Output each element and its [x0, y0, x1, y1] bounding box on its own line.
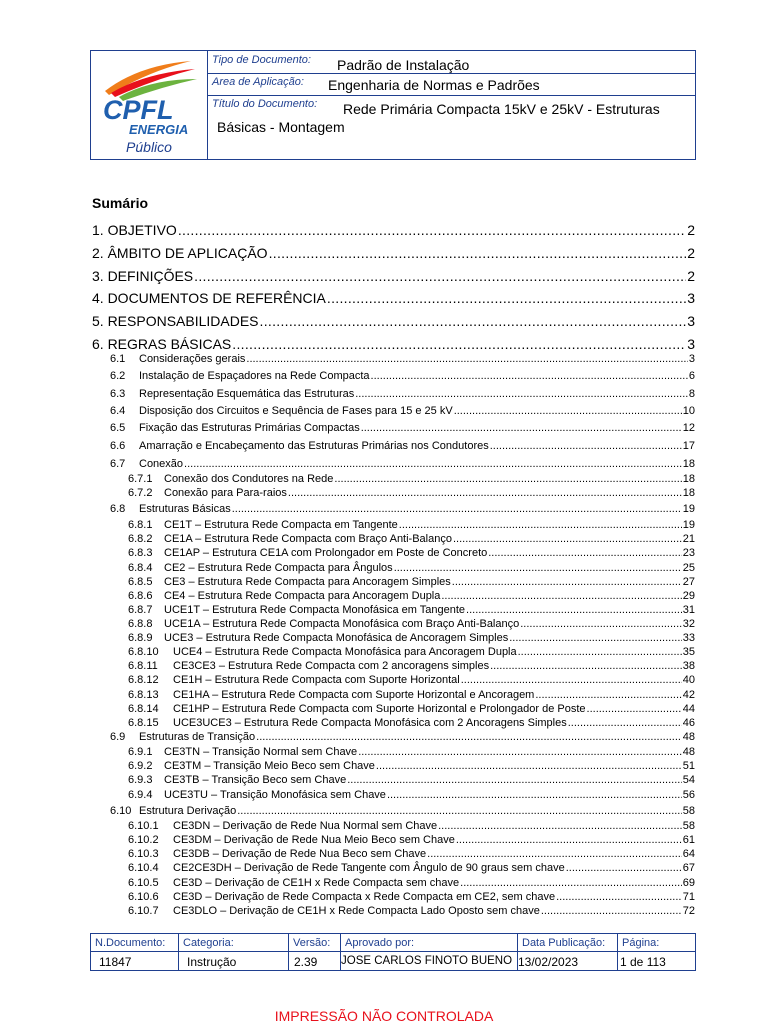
toc-subentry-number: 6.10.1: [128, 820, 159, 832]
toc-subentry-title: CE3DB – Derivação de Rede Nua Beco sem Chave: [173, 848, 427, 860]
toc-leader-dots: [454, 405, 682, 417]
toc-entry-title: 5. RESPONSABILIDADES: [92, 313, 259, 329]
toc-subentry-title: UCE3UCE3 – Estrutura Rede Compacta Monofásica com 2 Ancoragens Simples: [173, 717, 567, 729]
toc-subentry-title: CE3CE3 – Estrutura Rede Compacta com 2 ancoragens simples: [173, 660, 490, 672]
toc-subentry[interactable]: [128, 632, 695, 644]
toc-subentry-number: 6.10.7: [128, 905, 159, 917]
toc-subentry[interactable]: [128, 487, 695, 499]
pub-date-value: 13/02/2023: [518, 955, 579, 969]
toc-subentry-title: Conexão para Para-raios: [164, 487, 287, 499]
doc-type-row: [207, 51, 695, 74]
toc-subentry[interactable]: [128, 789, 695, 801]
toc-subentry-number: 6.8.3: [128, 547, 153, 559]
toc-leader-dots: [371, 370, 688, 382]
toc-subentry-page: 72: [682, 905, 695, 917]
doc-type-value: Padrão de Instalação: [337, 57, 470, 73]
toc-subentry[interactable]: [128, 562, 695, 574]
toc-subentry[interactable]: [128, 547, 695, 559]
toc-entry-title: 4. DOCUMENTOS DE REFERÊNCIA: [92, 290, 326, 306]
toc-subentry-number: 6.4: [110, 405, 126, 417]
toc-leader-dots: [587, 703, 682, 715]
toc-subentry[interactable]: [110, 405, 695, 417]
toc-subentry[interactable]: [128, 576, 695, 588]
toc-leader-dots: [246, 353, 687, 365]
toc-subentry-title: UCE4 – Estrutura Rede Compacta Monofásica para Ancoragem Dupla: [173, 646, 517, 658]
toc-title: Sumário: [92, 195, 149, 211]
toc-subentry-page: 48: [682, 731, 695, 743]
toc-subentry-number: 6.8.1: [128, 519, 153, 531]
toc-subentry-title: CE1A – Estrutura Rede Compacta com Braço Anti-Balanço: [164, 533, 452, 545]
title-value-line1: Rede Primária Compacta 15kV e 25kV - Estruturas: [343, 101, 660, 117]
toc-subentry[interactable]: [128, 746, 695, 758]
toc-entry-title: 6. REGRAS BÁSICAS: [92, 336, 232, 352]
pub-date-label: Data Publicação:: [522, 937, 606, 949]
toc-subentry[interactable]: [128, 820, 695, 832]
footer-approved: [341, 934, 518, 970]
toc-leader-dots: [520, 618, 682, 630]
toc-subentry[interactable]: [128, 774, 695, 786]
toc-subentry-number: 6.8.12: [128, 674, 159, 686]
cpfl-logo: [99, 57, 199, 137]
footer-doc-number: [91, 934, 179, 970]
toc-subentry-page: 61: [682, 834, 695, 846]
toc-leader-dots: [488, 547, 682, 559]
toc-subentry-title: CE2CE3DH – Derivação de Rede Tangente com Ângulo de 90 graus sem chave: [173, 862, 565, 874]
toc-leader-dots: [334, 473, 681, 485]
svg-text:ENERGIA: ENERGIA: [129, 122, 189, 137]
toc-entry[interactable]: [92, 268, 695, 284]
toc-leader-dots: [269, 245, 687, 261]
toc-leader-dots: [232, 503, 682, 515]
toc-subentry-number: 6.9: [110, 731, 126, 743]
toc-subentry-number: 6.7.2: [128, 487, 153, 499]
toc-subentry[interactable]: [128, 905, 695, 917]
toc-subentry-number: 6.8.8: [128, 618, 153, 630]
toc-subentry-title: Considerações gerais: [139, 353, 246, 365]
toc-leader-dots: [453, 533, 682, 545]
toc-leader-dots: [541, 905, 682, 917]
toc-leader-dots: [461, 674, 682, 686]
toc-subentry-page: 29: [682, 590, 695, 602]
toc-leader-dots: [327, 290, 686, 306]
toc-subentry[interactable]: [128, 834, 695, 846]
toc-subentry[interactable]: [128, 703, 695, 715]
toc-subentry-number: 6.8.10: [128, 646, 159, 658]
toc-subentry-page: 71: [682, 891, 695, 903]
toc-subentry-title: CE1AP – Estrutura CE1A com Prolongador em Poste de Concreto: [164, 547, 488, 559]
toc-leader-dots: [355, 388, 688, 400]
doc-number-label: N.Documento:: [95, 937, 166, 949]
toc-subentry[interactable]: [128, 660, 695, 672]
toc-subentry-title: CE3DM – Derivação de Rede Nua Meio Beco sem Chave: [173, 834, 455, 846]
toc-subentry-number: 6.8.9: [128, 632, 153, 644]
toc-leader-dots: [361, 422, 682, 434]
toc-subentry-number: 6.8.5: [128, 576, 153, 588]
toc-leader-dots: [556, 891, 682, 903]
toc-subentry-number: 6.8.14: [128, 703, 159, 715]
toc-subentry-page: 38: [682, 660, 695, 672]
toc-subentry[interactable]: [110, 503, 695, 515]
footer-category: [179, 934, 289, 970]
toc-subentry-title: Conexão dos Condutores na Rede: [164, 473, 334, 485]
toc-subentry-title: CE3DN – Derivação de Rede Nua Normal sem Chave: [173, 820, 438, 832]
toc-subentry-page: 17: [682, 440, 695, 452]
title-row: [207, 95, 695, 159]
footer-version: [289, 934, 341, 970]
toc-leader-dots: [347, 774, 682, 786]
toc-subentry[interactable]: [110, 805, 695, 817]
toc-subentry-title: UCE1A – Estrutura Rede Compacta Monofásica com Braço Anti-Balanço: [164, 618, 520, 630]
toc-entry[interactable]: [92, 313, 695, 329]
toc-subentry-title: CE1HA – Estrutura Rede Compacta com Suporte Horizontal e Ancoragem: [173, 689, 535, 701]
toc-subentry-title: Amarração e Encabeçamento das Estruturas Primárias nos Condutores: [139, 440, 489, 452]
toc-subentry-page: 69: [682, 877, 695, 889]
toc-subentry-page: 21: [682, 533, 695, 545]
toc-subentry-number: 6.8.4: [128, 562, 153, 574]
toc-subentry[interactable]: [128, 604, 695, 616]
toc-subentry[interactable]: [128, 848, 695, 860]
toc-subentry-title: CE3DLO – Derivação de CE1H x Rede Compacta Lado Oposto sem chave: [173, 905, 540, 917]
toc-subentry-title: UCE3 – Estrutura Rede Compacta Monofásica de Ancoragem Simples: [164, 632, 509, 644]
toc-subentry-page: 42: [682, 689, 695, 701]
toc-subentry[interactable]: [128, 590, 695, 602]
toc-subentry[interactable]: [110, 353, 695, 365]
toc-subentry-page: 33: [682, 632, 695, 644]
toc-subentry[interactable]: [110, 422, 695, 434]
approved-label: Aprovado por:: [345, 937, 415, 949]
toc-subentry-number: 6.10.4: [128, 862, 159, 874]
toc-leader-dots: [237, 805, 682, 817]
toc-subentry-page: 32: [682, 618, 695, 630]
toc-leader-dots: [260, 313, 687, 329]
toc-leader-dots: [568, 717, 682, 729]
toc-subentry-number: 6.5: [110, 422, 126, 434]
toc-entry-page: 3: [687, 290, 695, 306]
toc-subentry-number: 6.10.6: [128, 891, 159, 903]
toc-subentry-page: 58: [682, 805, 695, 817]
toc-subentry-number: 6.8.2: [128, 533, 153, 545]
version-label: Versão:: [293, 937, 331, 949]
title-value-line2: Básicas - Montagem: [217, 119, 345, 135]
svg-text:CPFL: CPFL: [103, 95, 174, 125]
toc-subentry-number: 6.9.1: [128, 746, 153, 758]
toc-subentry[interactable]: [128, 891, 695, 903]
toc-leader-dots: [184, 458, 682, 470]
toc-entry-page: 2: [687, 268, 695, 284]
toc-subentry-title: Representação Esquemática das Estruturas: [139, 388, 355, 400]
toc-subentry-title: CE1T – Estrutura Rede Compacta em Tangente: [164, 519, 398, 531]
toc-entry-page: 2: [687, 245, 695, 261]
toc-subentry[interactable]: [128, 862, 695, 874]
doc-type-label: Tipo de Documento:: [212, 54, 311, 66]
toc-subentry[interactable]: [128, 519, 695, 531]
toc-subentry-title: Estruturas de Transição: [139, 731, 256, 743]
toc-subentry-page: 10: [682, 405, 695, 417]
toc-entry-title: 3. DEFINIÇÕES: [92, 268, 194, 284]
category-value: Instrução: [187, 955, 237, 969]
toc-subentry[interactable]: [128, 689, 695, 701]
toc-subentry[interactable]: [110, 388, 695, 400]
toc-subentry-title: CE3TB – Transição Beco sem Chave: [164, 774, 347, 786]
toc-entry[interactable]: [92, 222, 695, 238]
toc-subentry-page: 23: [682, 547, 695, 559]
footer-pub-date: [518, 934, 618, 970]
toc-leader-dots: [256, 731, 682, 743]
version-value: 2.39: [294, 955, 318, 969]
toc-subentry-number: 6.9.3: [128, 774, 153, 786]
toc-subentry[interactable]: [110, 731, 695, 743]
logo-cell: [91, 51, 208, 159]
toc-subentry-page: 64: [682, 848, 695, 860]
toc-leader-dots: [490, 660, 682, 672]
toc-subentry-title: Conexão: [139, 458, 184, 470]
toc-subentry-title: Instalação de Espaçadores na Rede Compacta: [139, 370, 370, 382]
uncontrolled-print-notice: IMPRESSÃO NÃO CONTROLADA: [274, 1008, 494, 1024]
toc-subentry-number: 6.8.7: [128, 604, 153, 616]
toc-subentry[interactable]: [128, 760, 695, 772]
toc-leader-dots: [394, 562, 682, 574]
toc-subentry-page: 67: [682, 862, 695, 874]
toc-entry[interactable]: [92, 290, 695, 306]
toc-subentry-title: CE2 – Estrutura Rede Compacta para Ângulos: [164, 562, 393, 574]
toc-leader-dots: [490, 440, 682, 452]
toc-leader-dots: [232, 336, 686, 352]
toc-leader-dots: [460, 877, 682, 889]
toc-leader-dots: [194, 268, 686, 284]
toc-leader-dots: [452, 576, 682, 588]
toc-subentry-number: 6.10.2: [128, 834, 159, 846]
toc-subentry-title: Disposição dos Circuitos e Sequência de Fases para 15 e 25 kV: [139, 405, 453, 417]
toc-subentry-number: 6.10: [110, 805, 132, 817]
toc-leader-dots: [566, 862, 682, 874]
toc-subentry-title: CE3D – Derivação de Rede Compacta x Rede Compacta em CE2, sem chave: [173, 891, 556, 903]
approved-value: JOSE CARLOS FINOTO BUENO: [341, 955, 513, 967]
toc-subentry-page: 18: [682, 458, 695, 470]
toc-entry[interactable]: [92, 336, 695, 352]
toc-leader-dots: [509, 632, 682, 644]
toc-subentry-page: 6: [688, 370, 695, 382]
toc-subentry-title: CE3 – Estrutura Rede Compacta para Ancoragem Simples: [164, 576, 451, 588]
toc-subentry-page: 27: [682, 576, 695, 588]
toc-subentry-number: 6.3: [110, 388, 126, 400]
toc-leader-dots: [376, 760, 682, 772]
area-label: Area de Aplicação:: [212, 76, 304, 88]
toc-subentry[interactable]: [128, 646, 695, 658]
toc-entry-page: 3: [687, 336, 695, 352]
toc-entry[interactable]: [92, 245, 695, 261]
toc-subentry-number: 6.8.15: [128, 717, 159, 729]
toc-subentry[interactable]: [110, 440, 695, 452]
toc-subentry-title: CE4 – Estrutura Rede Compacta para Ancoragem Dupla: [164, 590, 441, 602]
page-label: Página:: [622, 937, 660, 949]
toc-subentry-page: 3: [688, 353, 695, 365]
document-footer: [90, 933, 696, 971]
toc-subentry-title: CE3TN – Transição Normal sem Chave: [164, 746, 358, 758]
toc-subentry-number: 6.8.11: [128, 660, 158, 672]
toc-subentry[interactable]: [128, 618, 695, 630]
toc-subentry-title: CE1HP – Estrutura Rede Compacta com Suporte Horizontal e Prolongador de Poste: [173, 703, 586, 715]
page-value: 1 de 113: [620, 955, 666, 969]
toc-leader-dots: [387, 789, 682, 801]
toc-subentry-title: Estrutura Derivação: [139, 805, 237, 817]
toc-subentry-title: Fixação das Estruturas Primárias Compactas: [139, 422, 360, 434]
toc-leader-dots: [456, 834, 682, 846]
toc-subentry-page: 48: [682, 746, 695, 758]
doc-number-value: 11847: [99, 955, 132, 969]
toc-subentry-page: 25: [682, 562, 695, 574]
toc-leader-dots: [399, 519, 682, 531]
toc-entry-title: 2. ÂMBITO DE APLICAÇÃO: [92, 245, 268, 261]
classification-label: Público: [126, 139, 172, 155]
toc-subentry[interactable]: [128, 533, 695, 545]
toc-subentry[interactable]: [128, 717, 695, 729]
toc-subentry-number: 6.10.3: [128, 848, 159, 860]
toc-entry-page: 3: [687, 313, 695, 329]
toc-subentry[interactable]: [128, 877, 695, 889]
toc-subentry-number: 6.10.5: [128, 877, 159, 889]
toc-subentry-title: CE3D – Derivação de CE1H x Rede Compacta sem chave: [173, 877, 460, 889]
toc-subentry-page: 58: [682, 820, 695, 832]
toc-leader-dots: [441, 590, 681, 602]
toc-subentry-title: UCE3TU – Transição Monofásica sem Chave: [164, 789, 386, 801]
toc-subentry-title: Estruturas Básicas: [139, 503, 231, 515]
toc-subentry-page: 31: [682, 604, 695, 616]
toc-subentry-number: 6.7.1: [128, 473, 153, 485]
toc-subentry[interactable]: [110, 458, 695, 470]
toc-leader-dots: [466, 604, 682, 616]
toc-subentry[interactable]: [128, 674, 695, 686]
toc-subentry-page: 35: [682, 646, 695, 658]
toc-subentry-page: 18: [682, 487, 695, 499]
toc-subentry-page: 56: [682, 789, 695, 801]
toc-subentry-page: 51: [682, 760, 695, 772]
toc-subentry-page: 46: [682, 717, 695, 729]
toc-subentry-page: 19: [682, 519, 695, 531]
area-value: Engenharia de Normas e Padrões: [328, 77, 540, 93]
toc-subentry-number: 6.6: [110, 440, 126, 452]
toc-subentry[interactable]: [128, 473, 695, 485]
title-label: Título do Documento:: [212, 98, 318, 110]
toc-subentry-page: 54: [682, 774, 695, 786]
toc-subentry-number: 6.7: [110, 458, 126, 470]
toc-subentry[interactable]: [110, 370, 695, 382]
toc-subentry-number: 6.1: [110, 353, 126, 365]
toc-subentry-title: CE1H – Estrutura Rede Compacta com Suporte Horizontal: [173, 674, 460, 686]
toc-leader-dots: [438, 820, 682, 832]
toc-subentry-number: 6.9.4: [128, 789, 153, 801]
toc-subentry-page: 8: [688, 388, 695, 400]
toc-subentry-page: 12: [682, 422, 695, 434]
toc-leader-dots: [518, 646, 682, 658]
toc-subentry-title: UCE1T – Estrutura Rede Compacta Monofásica em Tangente: [164, 604, 466, 616]
toc-subentry-page: 18: [682, 473, 695, 485]
toc-subentry-page: 19: [682, 503, 695, 515]
toc-subentry-number: 6.8.6: [128, 590, 153, 602]
toc-subentry-number: 6.8.13: [128, 689, 159, 701]
toc-subentry-title: CE3TM – Transição Meio Beco sem Chave: [164, 760, 375, 772]
toc-subentry-page: 40: [682, 674, 695, 686]
area-row: [207, 73, 695, 96]
toc-subentry-number: 6.2: [110, 370, 126, 382]
toc-entry-title: 1. OBJETIVO: [92, 222, 177, 238]
toc-entry-page: 2: [687, 222, 695, 238]
footer-page: [618, 934, 695, 970]
toc-leader-dots: [358, 746, 682, 758]
toc-subentry-number: 6.8: [110, 503, 126, 515]
toc-leader-dots: [178, 222, 686, 238]
document-header: [90, 50, 696, 160]
toc-subentry-page: 44: [682, 703, 695, 715]
toc-subentry-number: 6.9.2: [128, 760, 153, 772]
toc-leader-dots: [427, 848, 682, 860]
toc-leader-dots: [288, 487, 682, 499]
category-label: Categoria:: [183, 937, 234, 949]
toc-leader-dots: [535, 689, 681, 701]
